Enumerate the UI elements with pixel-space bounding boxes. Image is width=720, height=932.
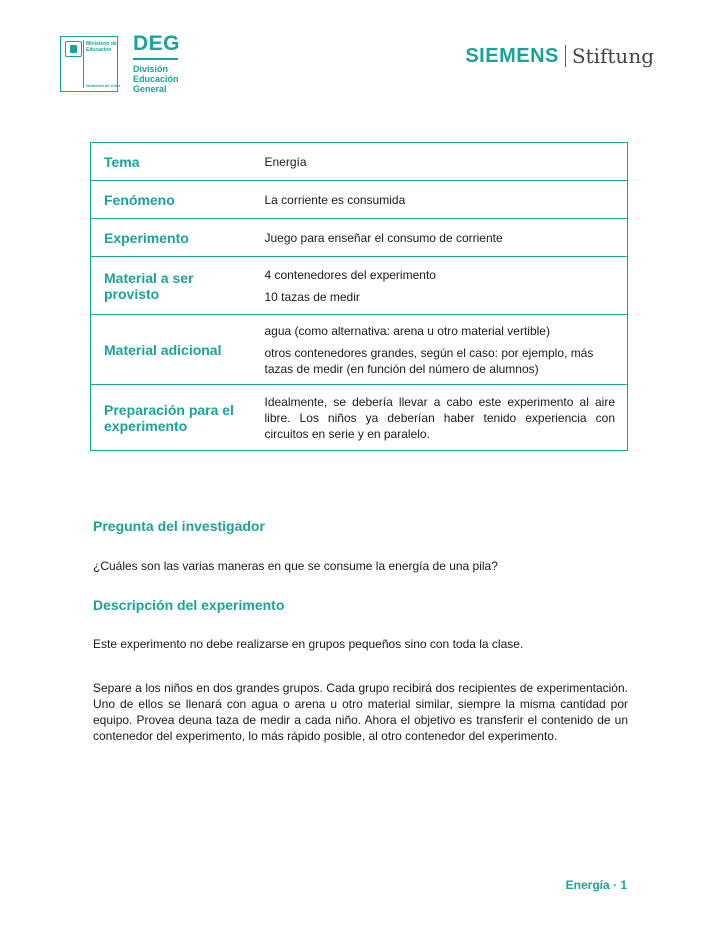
table-row	[91, 257, 628, 315]
table-row	[91, 181, 628, 219]
value-line: 10 tazas de medir	[264, 289, 360, 304]
logo-divider	[83, 40, 84, 88]
row-value-preparacion	[249, 385, 628, 451]
siemens-stiftung-logo	[465, 44, 654, 68]
table-row	[91, 219, 628, 257]
row-value-material-provisto	[249, 257, 628, 315]
row-value-tema	[249, 143, 628, 181]
deg-rule	[133, 58, 178, 60]
row-label-material-provisto: Material a ser provisto	[91, 257, 249, 315]
value-line: La corriente es consumida	[264, 192, 406, 207]
value-line: Energía	[264, 154, 307, 169]
mineduc-logo	[60, 36, 121, 92]
description-heading: Descripción del experimento	[93, 597, 285, 613]
row-value-material-adicional	[249, 315, 628, 385]
row-value-experimento	[249, 219, 628, 257]
row-value-fenomeno	[249, 181, 628, 219]
table-row	[91, 385, 628, 451]
siemens-brand: SIEMENS	[465, 44, 559, 67]
ministry-name: Ministerio de Educación	[86, 41, 117, 53]
deg-line-3: General	[133, 84, 167, 94]
stiftung-text: Stiftung	[571, 44, 654, 68]
chile-crest-icon	[65, 41, 82, 57]
description-paragraph-2: Separe a los niños en dos grandes grupos. Cada grupo recibirá dos recipientes de experimentación. Uno de ellos se llenará con agua o arena u otro material similar, siempre la misma cantidad por equipo. Provea deuna taza de medir a cada niño. Ahora el objetivo es transferir el contenido de un contenedor del experimento, lo más rápido posible, al otro contenedor del experimento.	[93, 681, 628, 743]
deg-line-1: División	[133, 64, 169, 74]
experiment-info-table	[90, 142, 628, 451]
value-line: Juego para enseñar el consumo de corriente	[264, 230, 503, 245]
table-row	[91, 315, 628, 385]
row-label-experimento: Experimento	[91, 219, 249, 257]
value-line: Idealmente, se debería llevar a cabo este experimento al aire libre. Los niños ya deberían haber tenido experiencia con circuitos en serie y en paralelo.	[264, 394, 615, 441]
page-footer: Energía · 1	[565, 878, 627, 892]
question-text: ¿Cuáles son las varias maneras en que se consume la energía de una pila?	[93, 559, 498, 573]
deg-line-2: Educación	[133, 74, 179, 84]
row-label-preparacion: Preparación para el experimento	[91, 385, 249, 451]
value-line: otros contenedores grandes, según el caso: por ejemplo, más tazas de medir (en función del número de alumnos)	[264, 345, 594, 376]
row-label-tema: Tema	[104, 153, 140, 170]
value-line: 4 contenedores del experimento	[264, 267, 436, 282]
row-label-material-adicional: Material adicional	[91, 315, 249, 385]
question-heading: Pregunta del investigador	[93, 518, 265, 534]
deg-title: DEG	[133, 32, 181, 55]
logo-separator	[565, 45, 566, 67]
description-paragraph-1: Este experimento no debe realizarse en grupos pequeños sino con toda la clase.	[93, 637, 524, 651]
government-name: Gobierno de Chile	[86, 83, 121, 88]
table-row	[91, 143, 628, 181]
row-label-fenomeno: Fenómeno	[91, 181, 249, 219]
value-line: agua (como alternativa: arena u otro material vertible)	[264, 323, 550, 338]
deg-logo	[133, 33, 180, 94]
